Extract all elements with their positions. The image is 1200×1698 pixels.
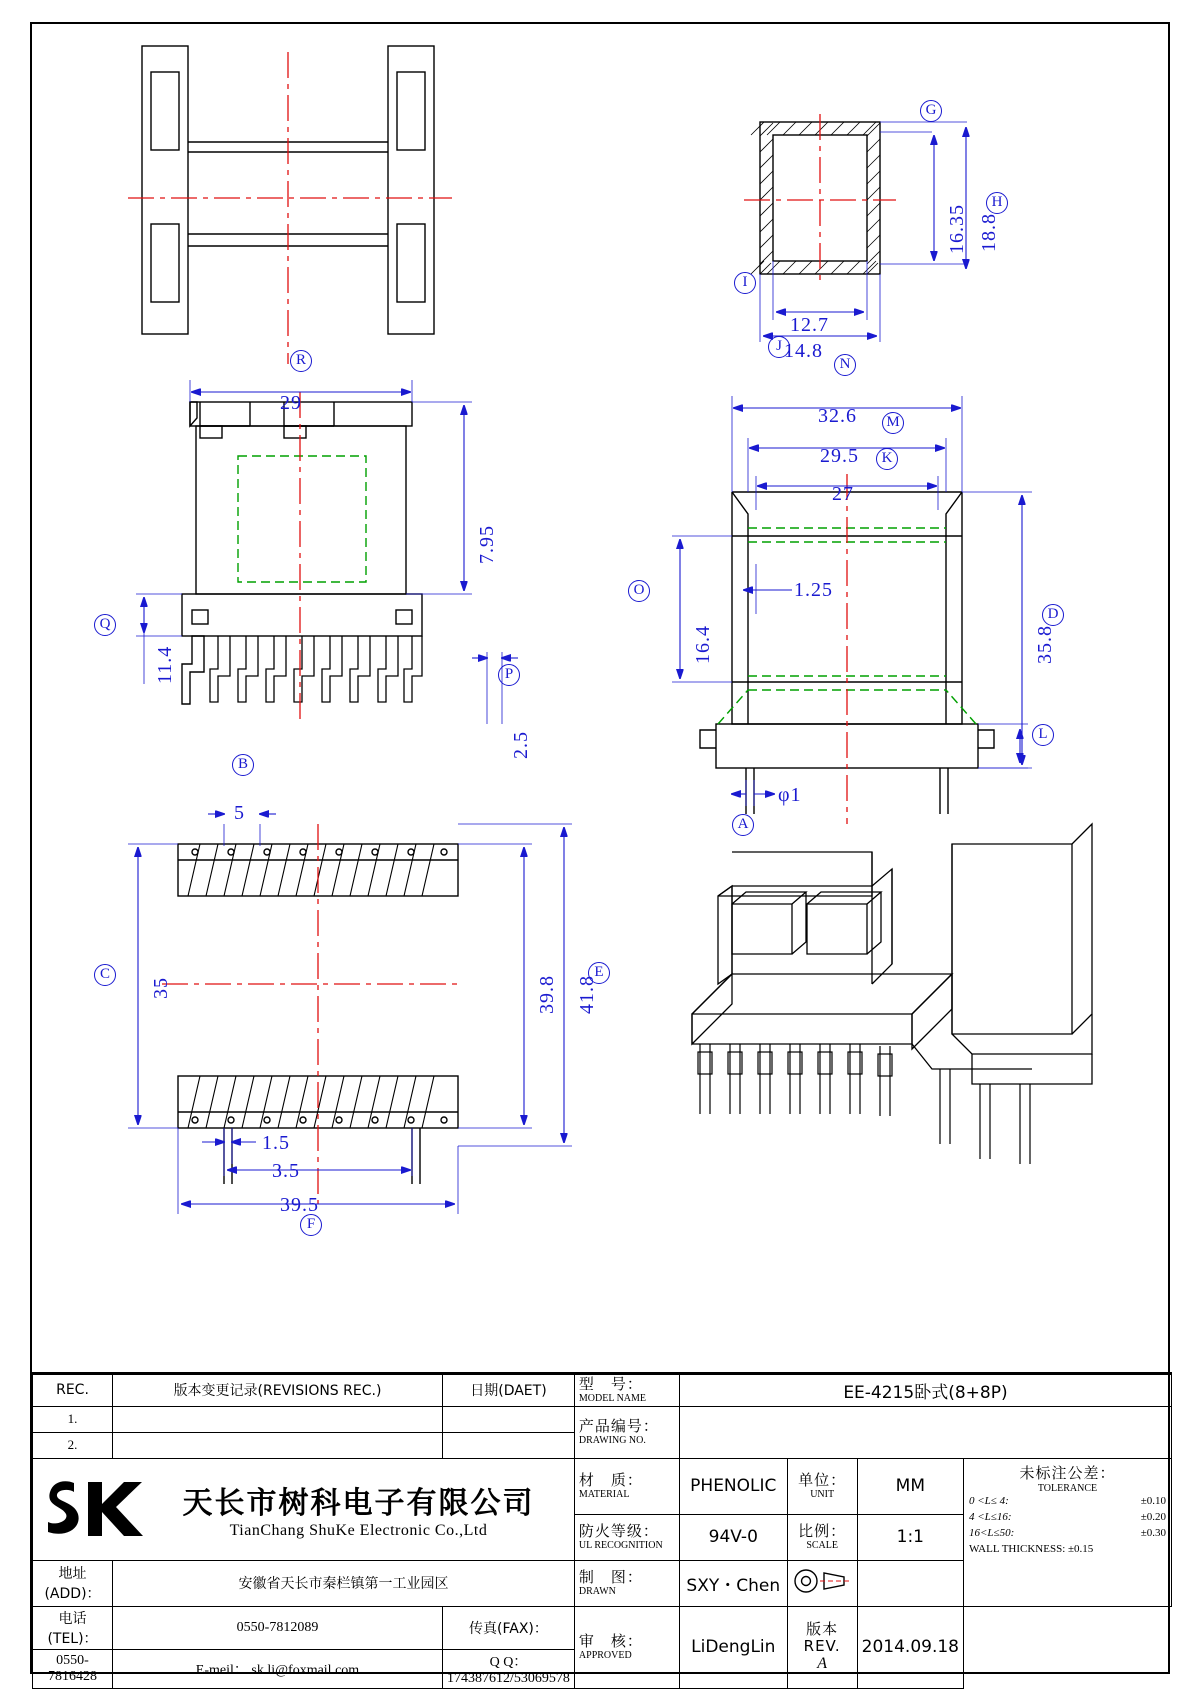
dim-14-8: 14.8 bbox=[784, 340, 823, 362]
unit-value: MM bbox=[857, 1458, 963, 1514]
email-label: E-meil： bbox=[195, 1662, 248, 1678]
tolerance-block bbox=[964, 1458, 1172, 1606]
company-name-en: TianChang ShuKe Electronic Co.,Ltd bbox=[229, 1522, 488, 1540]
rev-label-cell: 版本REV. A bbox=[787, 1606, 857, 1688]
dim-18-8: 18.8 bbox=[978, 213, 1000, 252]
unit-label: 单位： UNIT bbox=[787, 1458, 857, 1514]
balloon-H: H bbox=[986, 192, 1008, 214]
email-label-value bbox=[113, 1649, 443, 1688]
balloon-N: N bbox=[834, 354, 856, 376]
date-value: 2014.09.18 bbox=[857, 1606, 963, 1688]
balloon-G: G bbox=[920, 100, 942, 122]
dim-41-8: 41.8 bbox=[576, 975, 598, 1014]
dim-39-5: 39.5 bbox=[280, 1194, 319, 1216]
model-value: EE-4215卧式(8+8P) bbox=[679, 1375, 1171, 1407]
dim-16-35: 16.35 bbox=[946, 204, 968, 254]
tol-wall: WALL THICKNESS: ±0.15 bbox=[969, 1542, 1094, 1555]
dim-3-5: 3.5 bbox=[272, 1160, 300, 1182]
dim-pin-dia: φ1 bbox=[778, 784, 802, 806]
address-value: 安徽省天长市秦栏镇第一工业园区 bbox=[113, 1560, 575, 1606]
dim-7-95: 7.95 bbox=[476, 525, 498, 564]
balloon-L: L bbox=[1032, 724, 1054, 746]
qq-value: 174387612/53069578 bbox=[447, 1670, 570, 1686]
drawing-no-label: 产品编号： DRAWING NO. bbox=[574, 1406, 679, 1458]
fax-label: 传真(FAX)： bbox=[443, 1606, 575, 1649]
dim-32-6: 32.6 bbox=[818, 405, 857, 427]
tolerance-title-cn: 未标注公差： bbox=[1019, 1463, 1116, 1482]
dim-11-4: 11.4 bbox=[154, 645, 176, 684]
tolerance-title-en: TOLERANCE bbox=[1037, 1482, 1098, 1494]
company-block bbox=[33, 1458, 575, 1560]
approved-label: 审 核： APPROVED bbox=[574, 1606, 679, 1688]
model-label: 型 号： MODEL NAME bbox=[574, 1375, 679, 1407]
dim-1-25: 1.25 bbox=[794, 579, 833, 601]
balloon-R: R bbox=[290, 350, 312, 372]
company-logo bbox=[37, 1478, 155, 1540]
flame-value: 94V-0 bbox=[679, 1514, 787, 1560]
balloon-A: A bbox=[732, 814, 754, 836]
scale-label: 比例： SCALE bbox=[787, 1514, 857, 1560]
dim-16-4: 16.4 bbox=[692, 625, 714, 664]
email-value: sk.li@foxmail.com bbox=[251, 1662, 360, 1678]
title-block bbox=[32, 1372, 1172, 1686]
dim-29-5: 29.5 bbox=[820, 445, 859, 467]
dim-39-8: 39.8 bbox=[536, 975, 558, 1014]
balloon-D: D bbox=[1042, 604, 1064, 626]
company-name-cn: 天长市树科电子有限公司 bbox=[182, 1486, 535, 1522]
flame-label: 防火等级： UL RECOGNITION bbox=[574, 1514, 679, 1560]
projection-symbol bbox=[787, 1560, 857, 1606]
qq-cell bbox=[443, 1649, 575, 1688]
dim-12-7: 12.7 bbox=[790, 314, 829, 336]
dim-5: 5 bbox=[234, 802, 245, 824]
tol-val-3: ±0.30 bbox=[1140, 1526, 1166, 1539]
balloon-P: P bbox=[498, 664, 520, 686]
drawn-value: SXY・Chen bbox=[679, 1560, 787, 1606]
rev-row-1-no: 1. bbox=[33, 1406, 113, 1432]
dim-35-8: 35.8 bbox=[1034, 625, 1056, 664]
material-label: 材 质： MATERIAL bbox=[574, 1458, 679, 1514]
rev-row-1-desc[interactable] bbox=[113, 1406, 443, 1432]
qq-label: Q Q： bbox=[489, 1654, 528, 1670]
balloon-J: J bbox=[768, 336, 790, 358]
dim-29: 29 bbox=[280, 392, 302, 414]
rev-rec-label: REC. bbox=[33, 1375, 113, 1407]
rev-row-2-date[interactable] bbox=[443, 1432, 575, 1458]
rev-value: A bbox=[817, 1655, 828, 1673]
rev-row-1-date[interactable] bbox=[443, 1406, 575, 1432]
tol-range-3: 16<L≤50: bbox=[969, 1526, 1015, 1539]
rev-row-2-desc[interactable] bbox=[113, 1432, 443, 1458]
rev-date-header: 日期(DAET) bbox=[443, 1375, 575, 1407]
drawing-no-value bbox=[679, 1406, 1171, 1458]
balloon-K: K bbox=[876, 448, 898, 470]
tol-val-2: ±0.20 bbox=[1140, 1510, 1166, 1523]
scale-value: 1:1 bbox=[857, 1514, 963, 1560]
balloon-Q: Q bbox=[94, 614, 116, 636]
balloon-E: E bbox=[588, 962, 610, 984]
balloon-M: M bbox=[882, 412, 904, 434]
rev-row-2-no: 2. bbox=[33, 1432, 113, 1458]
drawn-label: 制 图： DRAWN bbox=[574, 1560, 679, 1606]
dim-27: 27 bbox=[832, 483, 854, 505]
tel-value: 0550-7812089 bbox=[113, 1606, 443, 1649]
balloon-B: B bbox=[232, 754, 254, 776]
tol-range-1: 0 <L≤ 4: bbox=[969, 1494, 1009, 1507]
fax-value: 0550-7816428 bbox=[33, 1649, 113, 1688]
dim-2-5: 2.5 bbox=[510, 731, 532, 759]
balloon-F: F bbox=[300, 1214, 322, 1236]
material-value: PHENOLIC bbox=[679, 1458, 787, 1514]
approved-value: LiDengLin bbox=[679, 1606, 787, 1688]
drawing-sheet bbox=[30, 22, 1170, 1686]
address-label: 地址(ADD)： bbox=[33, 1560, 113, 1606]
rev-rec-header: 版本变更记录(REVISIONS REC.) bbox=[113, 1375, 443, 1407]
balloon-O: O bbox=[628, 580, 650, 602]
tel-label: 电话(TEL)： bbox=[33, 1606, 113, 1649]
dim-35: 35 bbox=[150, 977, 172, 999]
sk-logo-icon bbox=[44, 1478, 148, 1540]
dim-1-5: 1.5 bbox=[262, 1132, 290, 1154]
first-angle-projection-icon bbox=[792, 1566, 850, 1596]
tol-range-2: 4 <L≤16: bbox=[969, 1510, 1012, 1523]
tol-val-1: ±0.10 bbox=[1140, 1494, 1166, 1507]
balloon-I: I bbox=[734, 272, 756, 294]
balloon-C: C bbox=[94, 964, 116, 986]
